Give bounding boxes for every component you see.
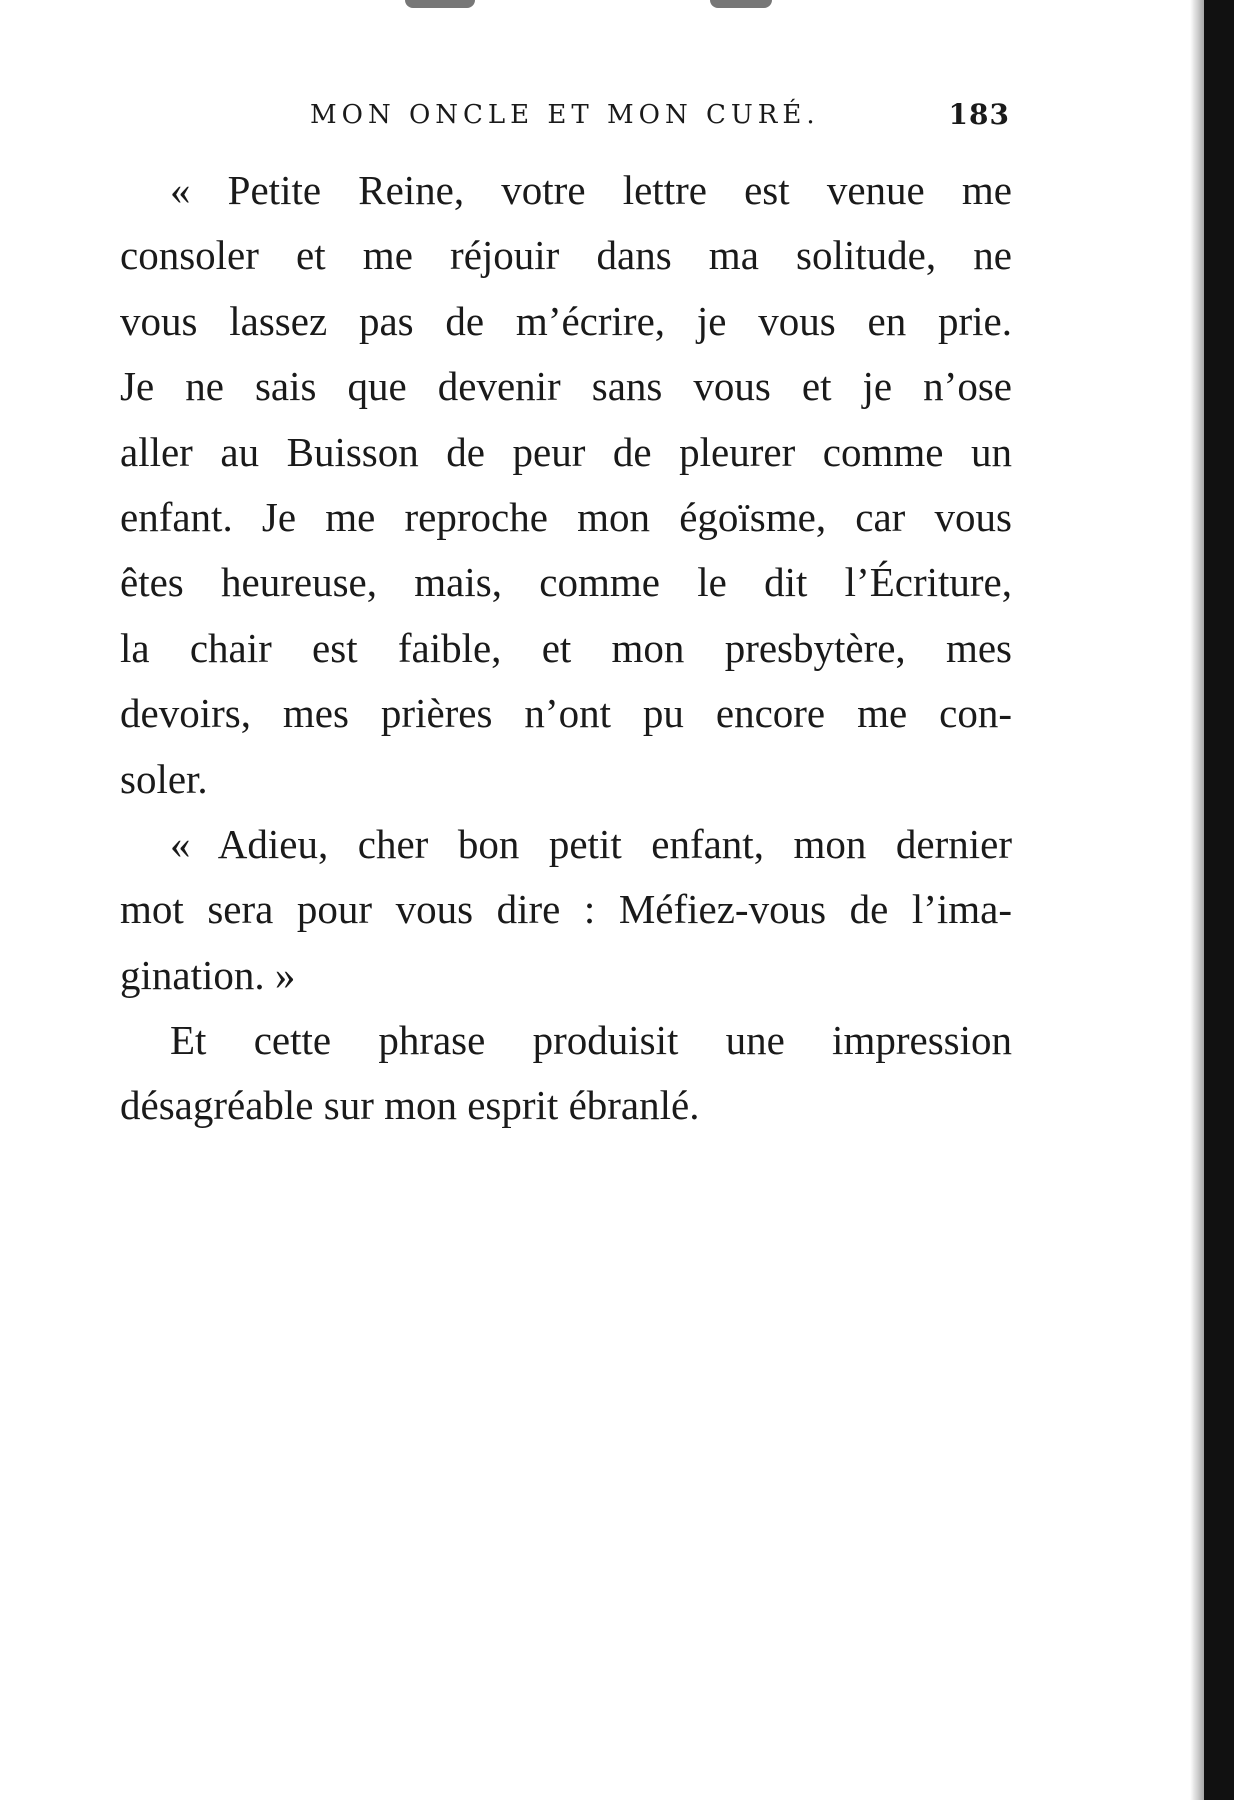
scan-smudge	[710, 0, 772, 8]
text-line: consoler et me réjouir dans ma solitude, ne	[120, 232, 1012, 279]
binding-edge	[1204, 0, 1234, 1800]
text-line: désagréable sur mon esprit ébranlé.	[120, 1082, 700, 1129]
text-line: Je ne sais que devenir sans vous et je n’ose	[120, 363, 1012, 410]
text-line: devoirs, mes prières n’ont pu encore me con-	[120, 690, 1012, 737]
text-line: vous lassez pas de m’écrire, je vous en prie.	[120, 297, 1012, 344]
text-line: « Adieu, cher bon petit enfant, mon dernier	[170, 820, 1012, 867]
text-line: mot sera pour vous dire : Méfiez-vous de l’ima-	[120, 886, 1012, 933]
body-text	[120, 158, 1012, 1139]
text-line: « Petite Reine, votre lettre est venue me	[170, 167, 1012, 213]
text-line: Et cette phrase produisit une impression	[170, 1017, 1012, 1064]
text-line: soler.	[120, 755, 208, 802]
page-number: 183	[948, 98, 1010, 131]
text-line: enfant. Je me reproche mon égoïsme, car vous	[120, 493, 1012, 540]
scan-smudge	[405, 0, 475, 8]
text-line: aller au Buisson de peur de pleurer comme un	[120, 428, 1012, 475]
text-line: la chair est faible, et mon presbytère, mes	[120, 624, 1012, 671]
running-title: MON ONCLE ET MON CURÉ.	[310, 100, 820, 130]
text-line: gination. »	[120, 951, 296, 998]
text-line: êtes heureuse, mais, comme le dit l’Écriture,	[120, 559, 1012, 606]
running-head	[120, 98, 1010, 138]
